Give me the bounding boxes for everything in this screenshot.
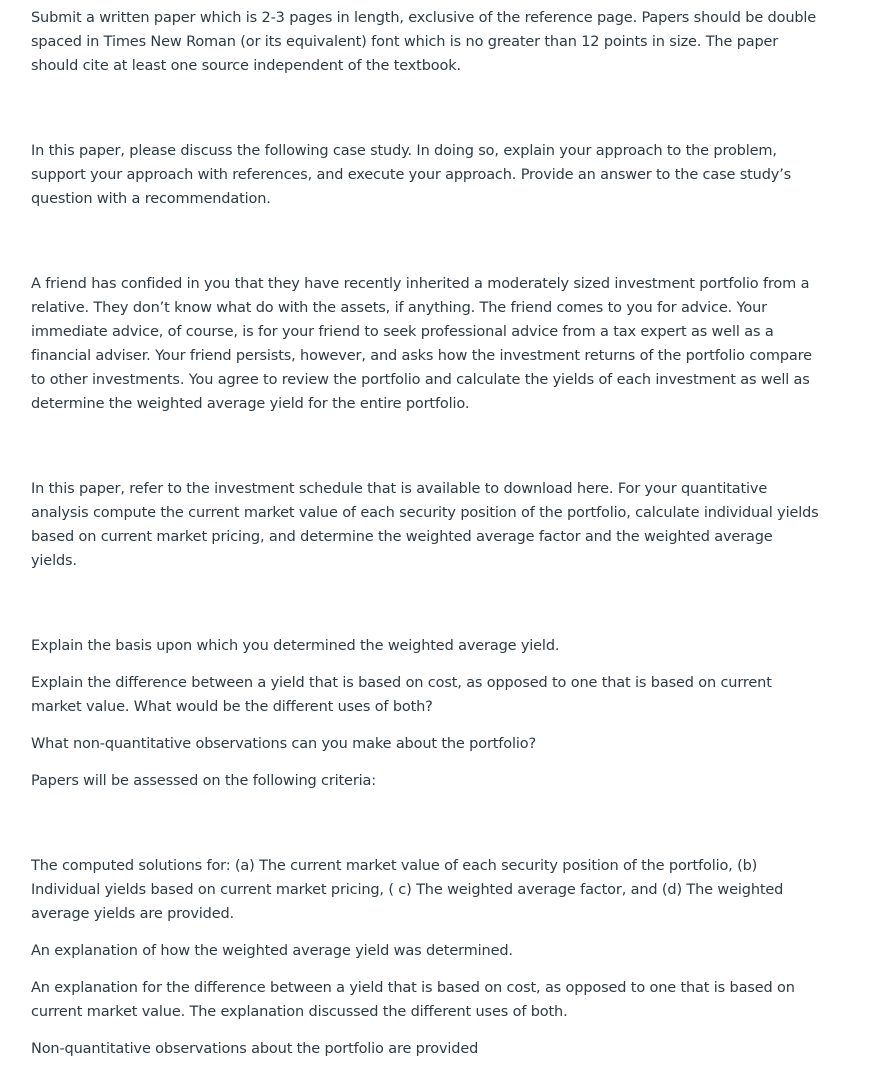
assignment-document <box>31 6 821 1074</box>
paragraph-question-basis: Explain the basis upon which you determined the weighted average yield. <box>31 638 560 654</box>
paragraph-quantitative-analysis: In this paper, refer to the investment schedule that is available to download here. For your quantitative analysis compute the current market value of each security position of the portfolio, calculate individual yields based on current market pricing, and determine the weighted average factor and the weighted average yields. <box>31 481 819 569</box>
paragraph-criteria-explanation-yield: An explanation of how the weighted average yield was determined. <box>31 943 513 959</box>
paragraph-submission-requirements: Submit a written paper which is 2-3 pages in length, exclusive of the reference page. Papers should be double spaced in Times New Roman (or its equivalent) font which is no greater than 12 points in size. The paper should cite at least one source independent of the textbook. <box>31 10 817 74</box>
paragraph-criteria-observations: Non-quantitative observations about the portfolio are provided <box>31 1041 479 1057</box>
paragraph-criteria-explanation-difference: An explanation for the difference between a yield that is based on cost, as opposed to one that is based on current market value. The explanation discussed the different uses of both. <box>31 980 795 1020</box>
paragraph-case-study-intro: In this paper, please discuss the following case study. In doing so, explain your approach to the problem, support your approach with references, and execute your approach. Provide an answer to the case study’s question with a recommendation. <box>31 143 792 207</box>
paragraph-question-yield-difference: Explain the difference between a yield that is based on cost, as opposed to one that is based on current market value. What would be the different uses of both? <box>31 675 772 715</box>
paragraph-criteria-computed-solutions: The computed solutions for: (a) The current market value of each security position of the portfolio, (b) Individual yields based on current market pricing, ( c) The weighted average factor, and (d) The weighted average yields are provided. <box>31 858 784 922</box>
paragraph-question-observations: What non-quantitative observations can you make about the portfolio? <box>31 736 536 752</box>
paragraph-case-study-scenario: A friend has confided in you that they have recently inherited a moderately sized investment portfolio from a relative. They don’t know what do with the assets, if anything. The friend comes to you for advice. Your immediate advice, of course, is for your friend to seek professional advice from a tax expert as well as a financial adviser. Your friend persists, however, and asks how the investment returns of the portfolio compare to other investments. You agree to review the portfolio and calculate the yields of each investment as well as determine the weighted average yield for the entire portfolio. <box>31 276 812 412</box>
paragraph-criteria-heading: Papers will be assessed on the following criteria: <box>31 773 376 789</box>
